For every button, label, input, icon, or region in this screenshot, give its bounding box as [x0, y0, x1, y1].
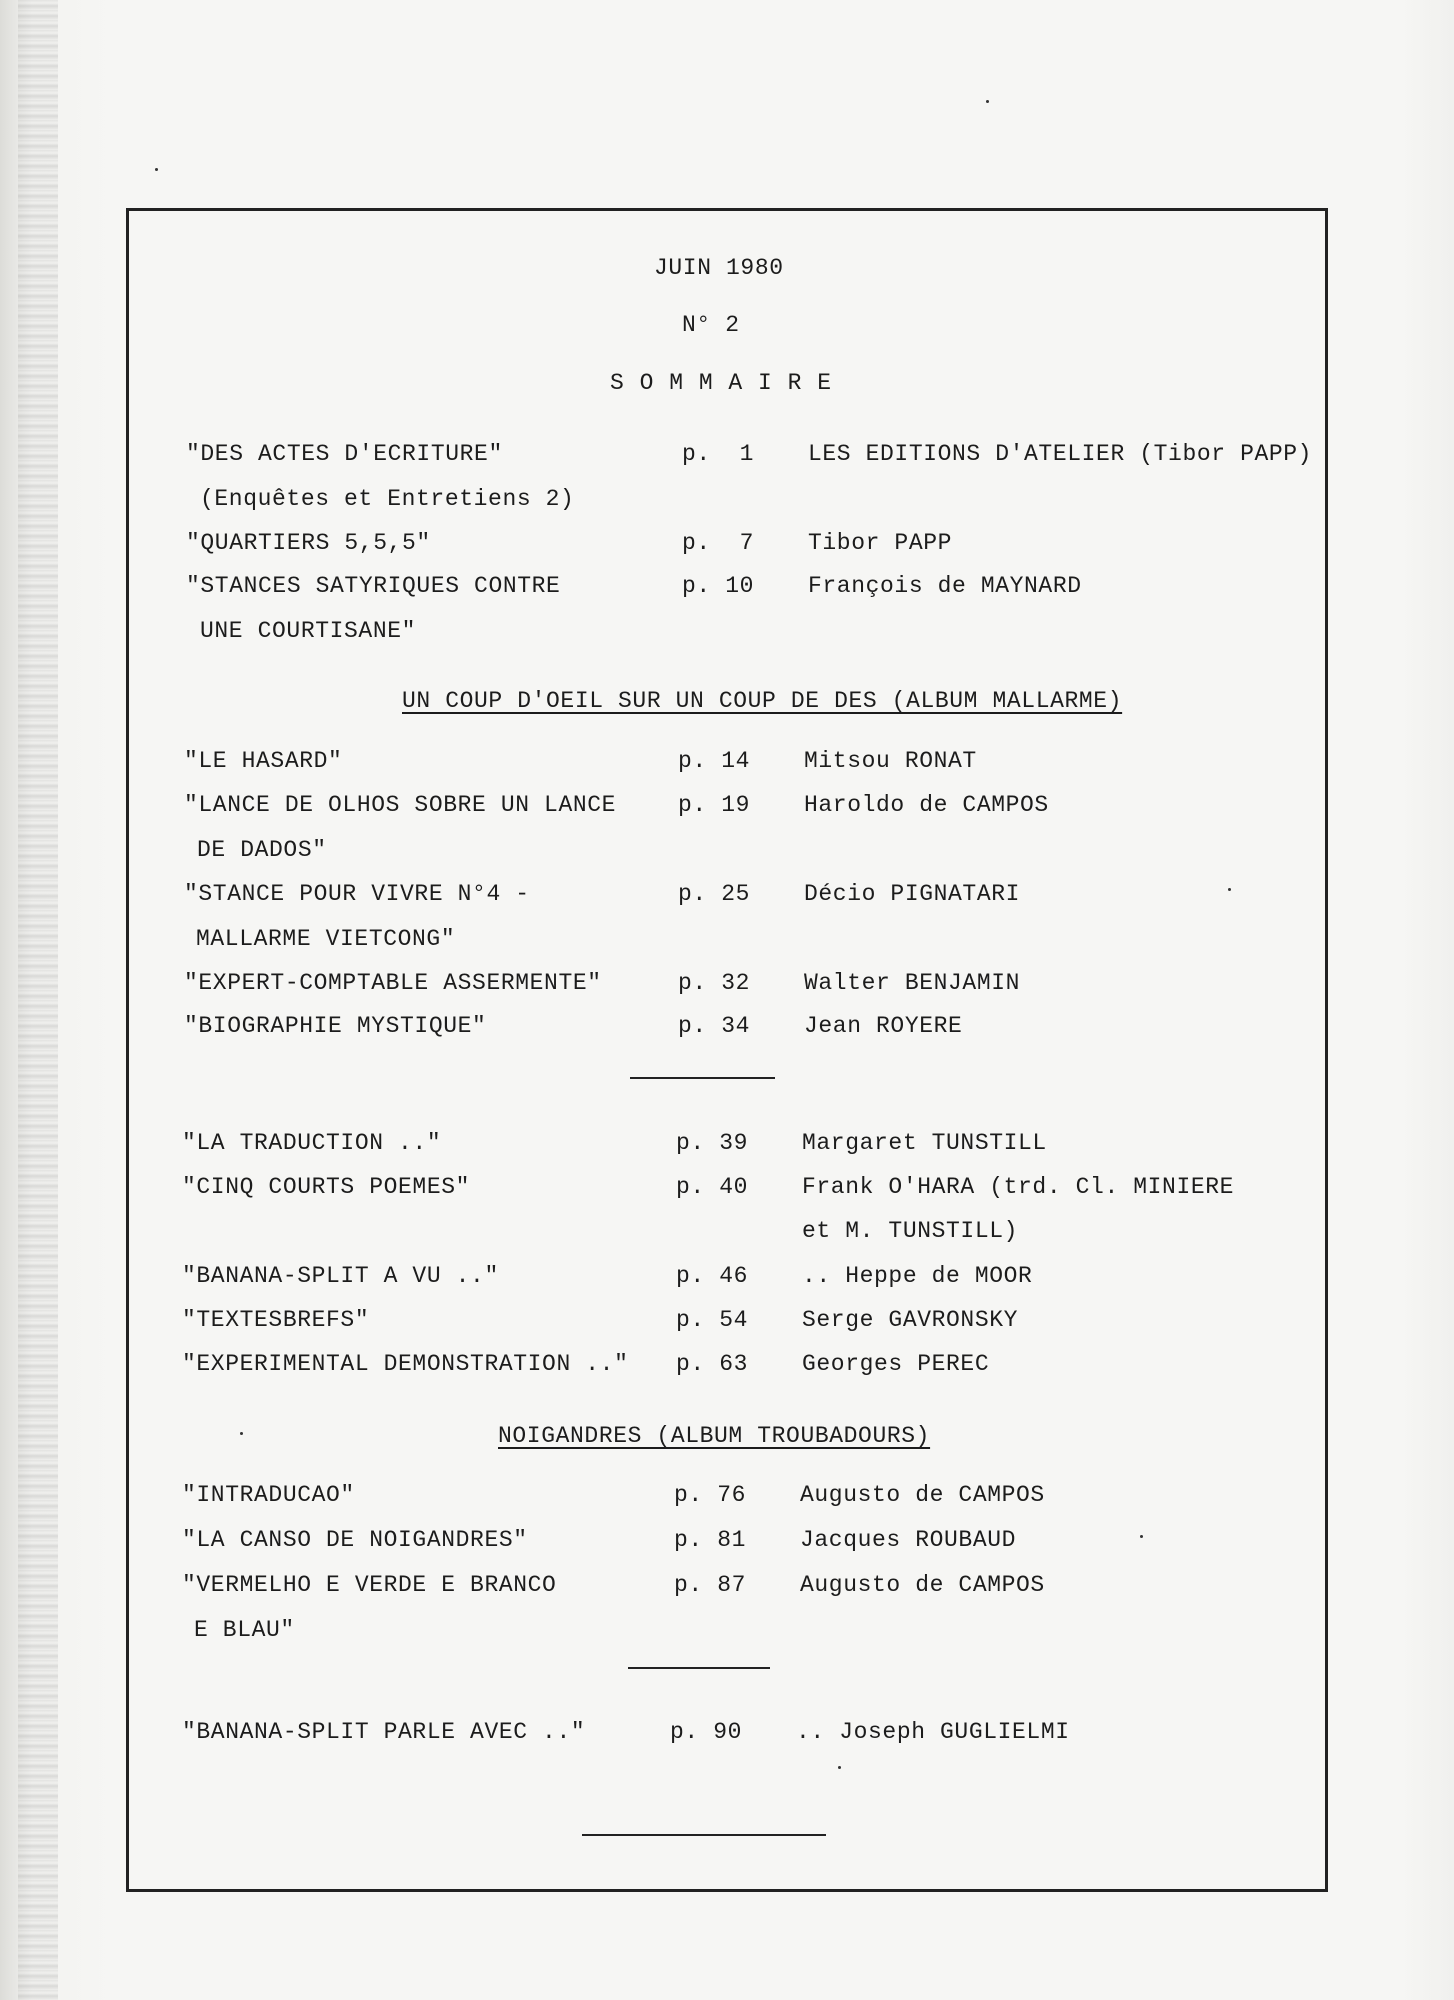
- toc-entry-author: Serge GAVRONSKY: [802, 1307, 1019, 1333]
- toc-entry-author: .. Heppe de MOOR: [802, 1263, 1033, 1289]
- toc-entry-page: p. 54: [676, 1307, 749, 1333]
- toc-entry-page: p. 1: [682, 441, 755, 467]
- toc-entry-title: "EXPERIMENTAL DEMONSTRATION ..": [182, 1351, 629, 1377]
- paper-speck: [240, 1432, 243, 1435]
- paper-speck: [986, 100, 989, 103]
- toc-entry-author: Margaret TUNSTILL: [802, 1130, 1047, 1156]
- toc-entry-title-continued: E BLAU": [194, 1617, 295, 1643]
- toc-entry-author: Georges PEREC: [802, 1351, 990, 1377]
- toc-entry-author: Walter BENJAMIN: [804, 970, 1021, 996]
- toc-entry-author: Haroldo de CAMPOS: [804, 792, 1049, 818]
- toc-entry-page: p. 76: [674, 1482, 747, 1508]
- toc-entry-title: "STANCES SATYRIQUES CONTRE: [186, 573, 561, 599]
- toc-entry-page: p. 81: [674, 1527, 747, 1553]
- toc-entry-author: Mitsou RONAT: [804, 748, 977, 774]
- toc-entry-title: "BANANA-SPLIT PARLE AVEC ..": [182, 1719, 586, 1745]
- toc-entry-author: LES EDITIONS D'ATELIER (Tibor PAPP): [808, 441, 1313, 467]
- toc-entry-title: "TEXTESBREFS": [182, 1307, 370, 1333]
- section-divider: [630, 1077, 775, 1079]
- toc-entry-author: Jacques ROUBAUD: [800, 1527, 1017, 1553]
- toc-entry-page: p. 34: [678, 1013, 751, 1039]
- toc-entry-author: Augusto de CAMPOS: [800, 1482, 1045, 1508]
- paper-speck: [1140, 1535, 1143, 1538]
- toc-entry-title-continued: UNE COURTISANE": [200, 618, 417, 644]
- toc-entry-page: p. 46: [676, 1263, 749, 1289]
- section-divider: [628, 1667, 770, 1669]
- toc-entry-page: p. 90: [670, 1719, 743, 1745]
- toc-entry-title: "BANANA-SPLIT A VU ..": [182, 1263, 499, 1289]
- toc-entry-title: "EXPERT-COMPTABLE ASSERMENTE": [184, 970, 602, 996]
- toc-entry-author: Frank O'HARA (trd. Cl. MINIERE: [802, 1174, 1235, 1200]
- section-heading-troubadours: NOIGANDRES (ALBUM TROUBADOURS): [498, 1423, 931, 1449]
- toc-entry-title: "DES ACTES D'ECRITURE": [186, 441, 503, 467]
- toc-entry-title: "VERMELHO E VERDE E BRANCO: [182, 1572, 557, 1598]
- toc-entry-title: "LE HASARD": [184, 748, 343, 774]
- toc-entry-page: p. 32: [678, 970, 751, 996]
- toc-entry-title-continued: MALLARME VIETCONG": [196, 926, 456, 952]
- end-rule: [582, 1834, 826, 1836]
- toc-entry-page: p. 19: [678, 792, 751, 818]
- toc-entry-title: "QUARTIERS 5,5,5": [186, 530, 431, 556]
- toc-entry-title-continued: (Enquêtes et Entretiens 2): [200, 486, 575, 512]
- toc-entry-page: p. 25: [678, 881, 751, 907]
- toc-entry-author: François de MAYNARD: [808, 573, 1082, 599]
- toc-entry-page: p. 87: [674, 1572, 747, 1598]
- section-heading-mallarme: UN COUP D'OEIL SUR UN COUP DE DES (ALBUM MALLARME): [402, 688, 1123, 714]
- issue-date: JUIN 1980: [654, 255, 784, 281]
- toc-entry-title: "CINQ COURTS POEMES": [182, 1174, 471, 1200]
- paper-speck: [155, 168, 158, 171]
- toc-entry-page: p. 63: [676, 1351, 749, 1377]
- toc-entry-title: "LA CANSO DE NOIGANDRES": [182, 1527, 528, 1553]
- toc-entry-title: "LA TRADUCTION ..": [182, 1130, 442, 1156]
- toc-entry-title: "LANCE DE OLHOS SOBRE UN LANCE: [184, 792, 617, 818]
- toc-entry-page: p. 7: [682, 530, 755, 556]
- paper-speck: [838, 1766, 841, 1769]
- scanned-binding-edge: [18, 0, 58, 2000]
- toc-entry-author: .. Joseph GUGLIELMI: [796, 1719, 1070, 1745]
- toc-entry-author-continued: et M. TUNSTILL): [802, 1218, 1019, 1244]
- issue-number: N° 2: [682, 312, 740, 338]
- toc-entry-author: Augusto de CAMPOS: [800, 1572, 1045, 1598]
- toc-entry-page: p. 40: [676, 1174, 749, 1200]
- toc-entry-title: "INTRADUCAO": [182, 1482, 355, 1508]
- toc-entry-page: p. 39: [676, 1130, 749, 1156]
- toc-entry-title: "STANCE POUR VIVRE N°4 -: [184, 881, 530, 907]
- toc-entry-title: "BIOGRAPHIE MYSTIQUE": [184, 1013, 487, 1039]
- toc-entry-page: p. 10: [682, 573, 755, 599]
- toc-entry-author: Jean ROYERE: [804, 1013, 963, 1039]
- page-title: S O M M A I R E: [610, 370, 833, 396]
- toc-entry-author: Décio PIGNATARI: [804, 881, 1021, 907]
- toc-entry-page: p. 14: [678, 748, 751, 774]
- toc-entry-author: Tibor PAPP: [808, 530, 953, 556]
- paper-speck: [1228, 888, 1231, 891]
- toc-entry-title-continued: DE DADOS": [197, 837, 327, 863]
